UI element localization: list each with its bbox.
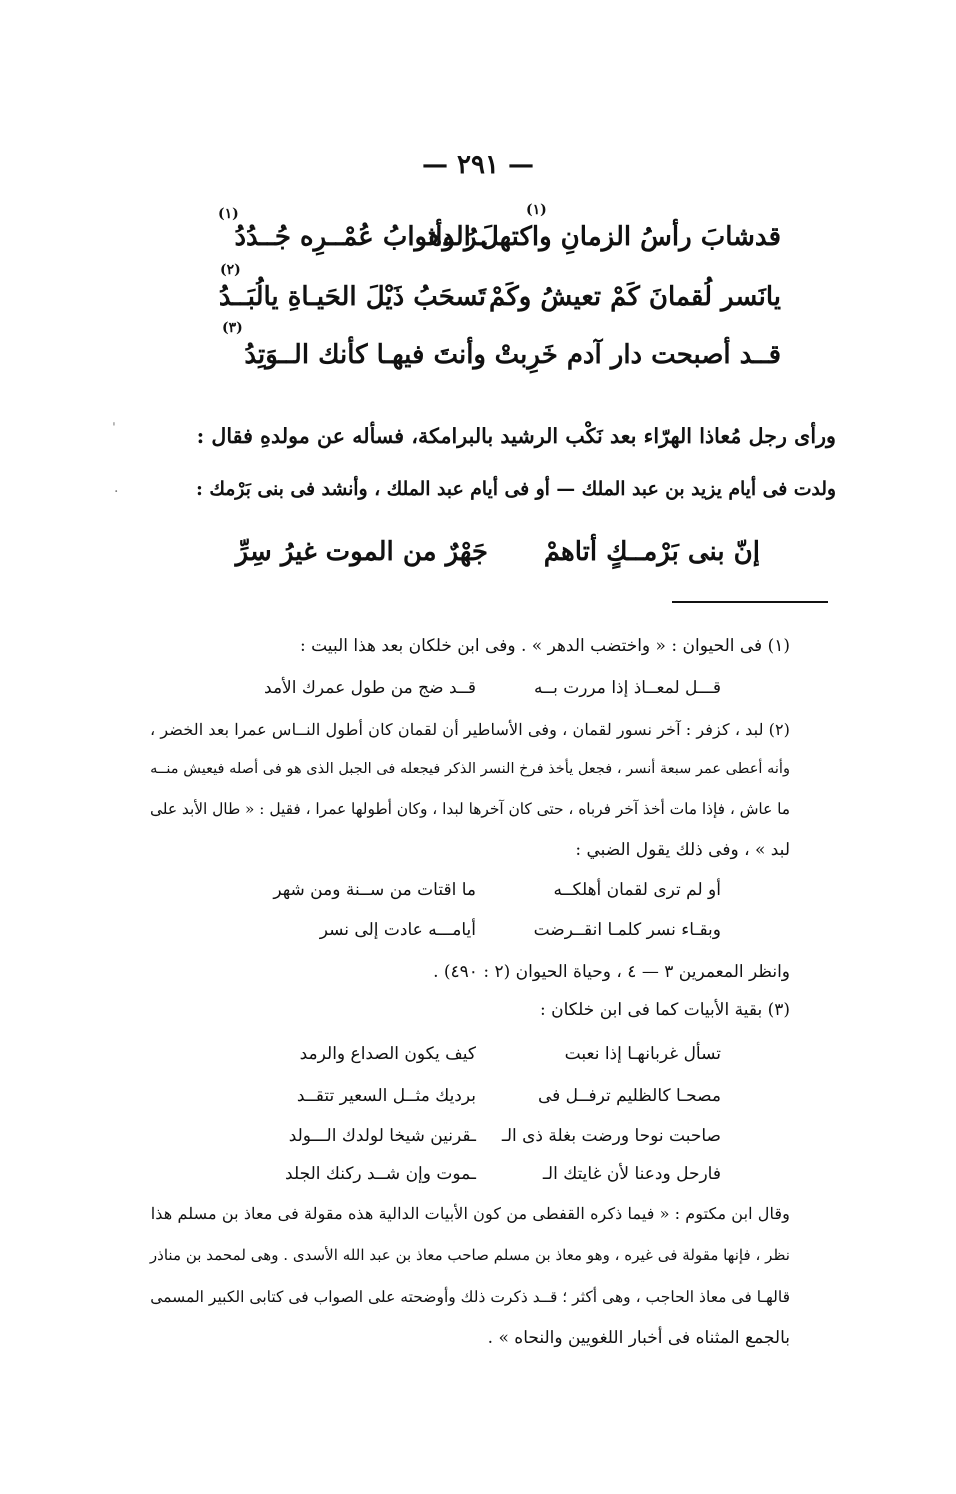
verse-3 xyxy=(0,320,956,380)
footnote-2-line-5: وانظر المعمرين ٣ — ٤ ، وحياة الحيوان (٢ : ٤٩٠) . xyxy=(433,962,790,982)
footnote-2-line-3: ما عاش ، فإذا مات أخذ آخر فرباه ، حتى كان آخرها لبدا ، وكان أطولها عمرا ، فقيل : « طال الأبد على xyxy=(150,800,790,818)
verse-1-hemistich-2: ـرُ وأثوابُ عُمْــرِه جُــدُدُ xyxy=(234,222,486,252)
verse-3-hemistich-1: قــد أصبحت دار آدم خَرِبتْ xyxy=(494,340,781,370)
footnote-2-line-1: (٢) لبد ، كزفر : آخر نسور لقمان ، وفى الأساطير أن لقمان كان أطول النــاس عمرا بعد الخضر ، xyxy=(149,720,790,739)
footnote-3-line-1: (٣) بقية الأبيات كما فى ابن خلكان : xyxy=(540,1000,790,1020)
footnote-separator xyxy=(672,601,828,603)
footnote-3-verse-1-h2: كيف يكون الصداع والرمد xyxy=(299,1044,476,1064)
verse-4-hemistich-1: إنّ بنى بَرْمــكٍ أتاهمْ xyxy=(543,537,760,567)
footnote-2-line-2: وأنه أعطى عمر سبعة أنسر ، فجعل يأخذ فرخ النسر الذكر فيجعله فى الجبل الذى هو فى أصله فيعيش منــه xyxy=(150,760,790,777)
verse-1-hemistich-1: قدشابَ رأسُ الزمانِ واكتهلَ الدهـ xyxy=(420,222,781,252)
footnote-1-verse xyxy=(0,678,956,704)
footnote-2-line-4: لبد » ، وفى ذلك يقول الضبي : xyxy=(575,840,790,860)
footnote-ref-1a: (١) xyxy=(526,202,547,218)
footnote-1-line-1: (١) فى الحيوان : « واختضب الدهر » . وفى ابن خلكان بعد هذا البيت : xyxy=(299,636,790,656)
scan-speck: · xyxy=(114,484,119,500)
footnote-1-verse-h2: قــد ضج من طول عمرك الأمد xyxy=(264,678,476,698)
footnote-ref-3: (٣) xyxy=(222,320,243,336)
footnote-3-verse-4 xyxy=(0,1164,956,1190)
footnote-1-verse-h1: قـــل لمعــاذ إذا مررت بــه xyxy=(534,678,721,698)
footnote-3-line-2: وقال ابن مكتوم : « فيما ذكره القفطى من كون الأبيات الدالية هذه مقولة فى معاذ بن مسلم هذا xyxy=(150,1204,790,1223)
footnote-2-verse-2-h1: وبقـاء نسر كلمـا انقــرضت xyxy=(533,920,721,940)
verse-2-hemistich-2: تَسحَبُ ذَيْلَ الحَيـاةِ يالُبَــدُ xyxy=(218,282,486,312)
footnote-3-line-4: قالهـا فى معاذ الحاجب ، وهى أكثر ؛ قــد ذكرت ذلك وأوضحته على الصواب فى كتابى الكبير المسمى xyxy=(150,1288,790,1306)
footnote-3-verse-4-h1: فارحل ودعنا لأن غايتك الـ xyxy=(542,1164,721,1184)
footnote-ref-1b: (١) xyxy=(218,206,239,222)
scan-speck: ˌ xyxy=(112,412,116,428)
footnote-3-verse-2-h2: برديك مثــل السعير تتقــد xyxy=(296,1086,476,1106)
footnote-3-verse-3-h2: ـقرنين شيخا لولدك الـــولد xyxy=(288,1126,476,1146)
prose-line-2: ولدت فى أيام يزيد بن عبد الملك — أو فى أيام عبد الملك ، وأنشد فى بنى بَرْمك : xyxy=(195,478,836,500)
footnote-3-verse-2-h1: مصحـا كالظليم ترفــل فى xyxy=(537,1086,721,1106)
verse-4-hemistich-2: جَهْرٌ من الموت غيرُ سِرِّ xyxy=(235,537,488,567)
verse-2-hemistich-1: يانَسر لُقمانَ كَمْ تعيشُ وكَمْ xyxy=(489,282,781,312)
footnote-3-verse-3 xyxy=(0,1126,956,1152)
footnote-3-verse-3-h1: صاحبت نوحا ورضت بغلة ذى الـ xyxy=(501,1126,721,1146)
footnote-3-verse-1-h1: تسأل غربانهـا إذا نعبت xyxy=(564,1044,721,1064)
verse-2 xyxy=(0,262,956,322)
footnote-2-verse-1-h2: ما اقتات من ســنة ومن شهر xyxy=(273,880,476,900)
footnote-2-verse-2 xyxy=(0,920,956,946)
footnote-2-verse-1-h1: أو لم ترى لقمان أهلكــه xyxy=(553,880,721,900)
footnote-3-verse-4-h2: ـموت وإن شــد ركنك الجلد xyxy=(285,1164,476,1184)
prose-line-1: ورأى رجل مُعاذا الهرّاء بعد نَكْب الرشيد بالبرامكة، فسأله عن مولدهِ فقال : xyxy=(196,424,836,448)
footnote-3-line-5: بالجمع المثناه فى أخبار اللغويين والنحاه » . xyxy=(487,1328,790,1348)
footnote-ref-2: (٢) xyxy=(220,262,241,278)
footnote-3-verse-1 xyxy=(0,1044,956,1070)
verse-3-hemistich-2: وأنتَ فيهـا كأنك الــوَتِدُ xyxy=(244,340,486,370)
footnote-3-verse-2 xyxy=(0,1086,956,1112)
verse-1 xyxy=(0,202,956,262)
footnote-3-line-3: نظر ، فإنها مقولة فى غيره ، وهو معاذ بن مسلم صاحب معاذ بن عبد الله الأسدى . وهى لمحمد بن مناذر xyxy=(149,1246,790,1264)
page-number: — ٢٩١ — xyxy=(421,150,535,180)
footnote-2-verse-2-h2: أيامـــه عادت إلى نسر xyxy=(319,920,476,940)
verse-4 xyxy=(0,537,956,577)
footnote-2-verse-1 xyxy=(0,880,956,906)
